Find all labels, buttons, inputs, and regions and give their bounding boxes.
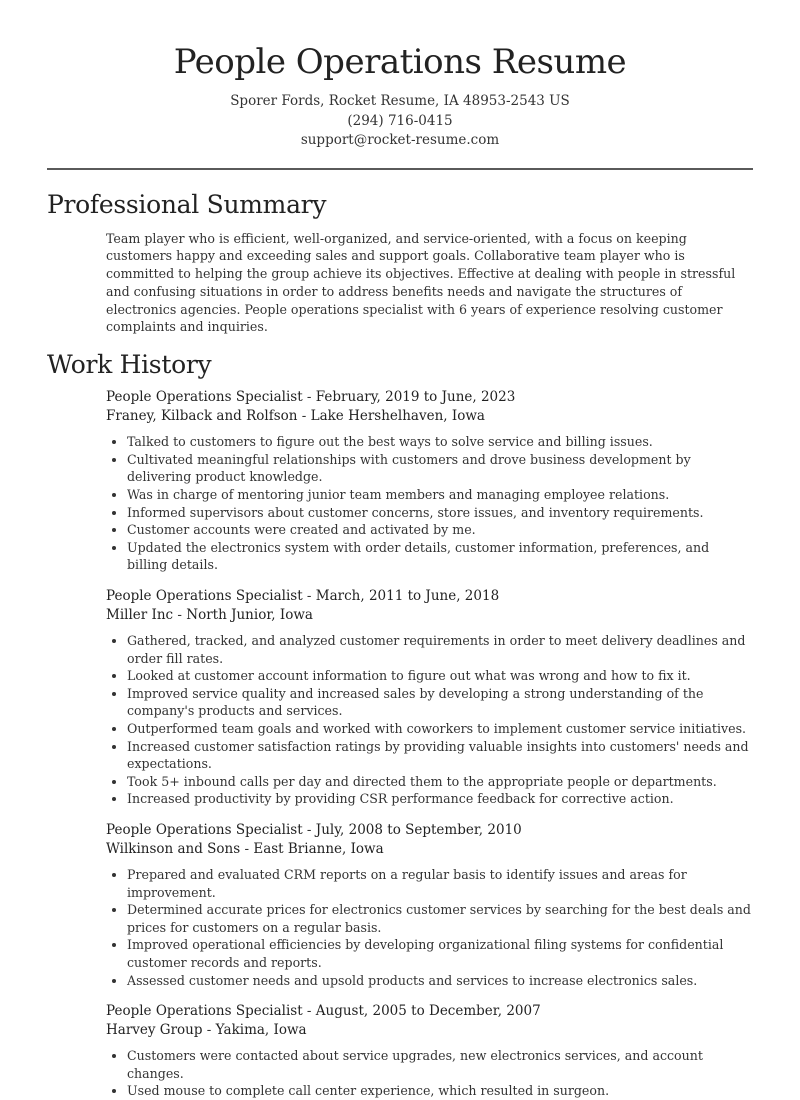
- job-bullet: Assessed customer needs and upsold products and services to increase electronics sales.: [106, 972, 753, 990]
- job-dates: February, 2019 to June, 2023: [315, 389, 516, 406]
- job-location: Lake Hershelhaven, Iowa: [310, 408, 485, 425]
- job-bullet: Talked to customers to figure out the best ways to solve service and billing issues.: [106, 433, 753, 451]
- job-company: Harvey Group: [106, 1022, 203, 1039]
- resume-title: People Operations Resume: [173, 42, 627, 82]
- job-entry: [106, 1002, 753, 1100]
- job-entry: [106, 388, 753, 574]
- job-company-line: [106, 407, 753, 426]
- job-bullet: Cultivated meaningful relationships with customers and drove business development by delivering product knowledge.: [106, 451, 753, 486]
- contact-phone: (294) 716-0415: [347, 112, 453, 129]
- job-position: People Operations Specialist: [106, 389, 303, 406]
- job-entry: [106, 587, 753, 808]
- job-position: People Operations Specialist: [106, 821, 303, 838]
- job-position-line: [106, 1002, 753, 1021]
- job-separator: -: [302, 389, 316, 406]
- job-bullet: Improved operational efficiencies by developing organizational filing systems for confidential customer records and reports.: [106, 936, 753, 971]
- job-bullet: Informed supervisors about customer concerns, store issues, and inventory requirements.: [106, 504, 753, 522]
- job-separator: -: [302, 821, 316, 838]
- job-separator: -: [302, 588, 316, 605]
- job-separator: -: [297, 408, 311, 425]
- job-company-line: [106, 840, 753, 859]
- section-title-summary: Professional Summary: [47, 189, 327, 219]
- job-separator: -: [302, 1003, 316, 1020]
- job-bullets: [106, 866, 753, 989]
- job-dates: July, 2008 to September, 2010: [315, 821, 522, 838]
- job-dates: August, 2005 to December, 2007: [315, 1003, 541, 1020]
- contact-address: Sporer Fords, Rocket Resume, IA 48953-2543 US: [230, 93, 570, 109]
- job-bullets: [106, 433, 753, 574]
- job-entry: [106, 821, 753, 989]
- job-position: People Operations Specialist: [106, 588, 303, 605]
- job-bullet: Improved service quality and increased sales by developing a strong understanding of the company's products and services.: [106, 685, 753, 720]
- job-bullet: Was in charge of mentoring junior team members and managing employee relations.: [106, 486, 753, 504]
- job-location: Yakima, Iowa: [215, 1022, 307, 1039]
- job-location: East Brianne, Iowa: [253, 840, 384, 857]
- job-company: Franey, Kilback and Rolfson: [106, 408, 298, 425]
- job-company: Miller Inc: [106, 607, 174, 624]
- job-bullet: Updated the electronics system with order details, customer information, preferences, and billing details.: [106, 539, 753, 574]
- job-bullet: Outperformed team goals and worked with coworkers to implement customer service initiatives.: [106, 720, 753, 738]
- summary-text: Team player who is efficient, well-organized, and service-oriented, with a focus on keeping customers happy and exceeding sales and support goals. Collaborative team player who is committed to helping the group achieve its objectives. Effective at dealing with people in stressful and confusing situations in order to address benefits needs and navigate the structures of electronics agencies. People operations specialist with 6 years of experience resolving customer complaints and inquiries.: [106, 230, 736, 335]
- job-bullet: Increased productivity by providing CSR performance feedback for corrective action.: [106, 790, 753, 808]
- job-position-line: [106, 587, 753, 606]
- section-title-work-history: Work History: [47, 350, 212, 380]
- job-dates: March, 2011 to June, 2018: [315, 588, 500, 605]
- job-bullet: Gathered, tracked, and analyzed customer requirements in order to meet delivery deadlines and order fill rates.: [106, 632, 753, 667]
- job-company-line: [106, 1021, 753, 1040]
- job-bullet: Used mouse to complete call center experience, which resulted in surgeon.: [106, 1082, 753, 1100]
- job-bullet: Looked at customer account information to figure out what was wrong and how to fix it.: [106, 667, 753, 685]
- resume-header: [0, 0, 800, 151]
- contact-info: [0, 92, 800, 151]
- job-bullet: Prepared and evaluated CRM reports on a regular basis to identify issues and areas for improvement.: [106, 866, 753, 901]
- job-bullet: Customers were contacted about service upgrades, new electronics services, and account changes.: [106, 1047, 753, 1082]
- contact-email: support@rocket-resume.com: [300, 132, 500, 148]
- job-bullets: [106, 632, 753, 808]
- job-separator: -: [240, 840, 254, 857]
- job-location: North Junior, Iowa: [186, 607, 313, 624]
- job-separator: -: [173, 607, 187, 624]
- header-divider: [47, 168, 753, 170]
- job-bullet: Took 5+ inbound calls per day and directed them to the appropriate people or departments.: [106, 773, 753, 791]
- job-position: People Operations Specialist: [106, 1003, 303, 1020]
- job-company: Wilkinson and Sons: [106, 840, 241, 857]
- job-bullets: [106, 1047, 753, 1100]
- job-bullet: Increased customer satisfaction ratings by providing valuable insights into customers' needs and expectations.: [106, 738, 753, 773]
- job-position-line: [106, 821, 753, 840]
- job-position-line: [106, 388, 753, 407]
- job-bullet: Determined accurate prices for electronics customer services by searching for the best deals and prices for customers on a regular basis.: [106, 901, 753, 936]
- job-separator: -: [202, 1022, 216, 1039]
- job-bullet: Customer accounts were created and activated by me.: [106, 521, 753, 539]
- job-company-line: [106, 606, 753, 625]
